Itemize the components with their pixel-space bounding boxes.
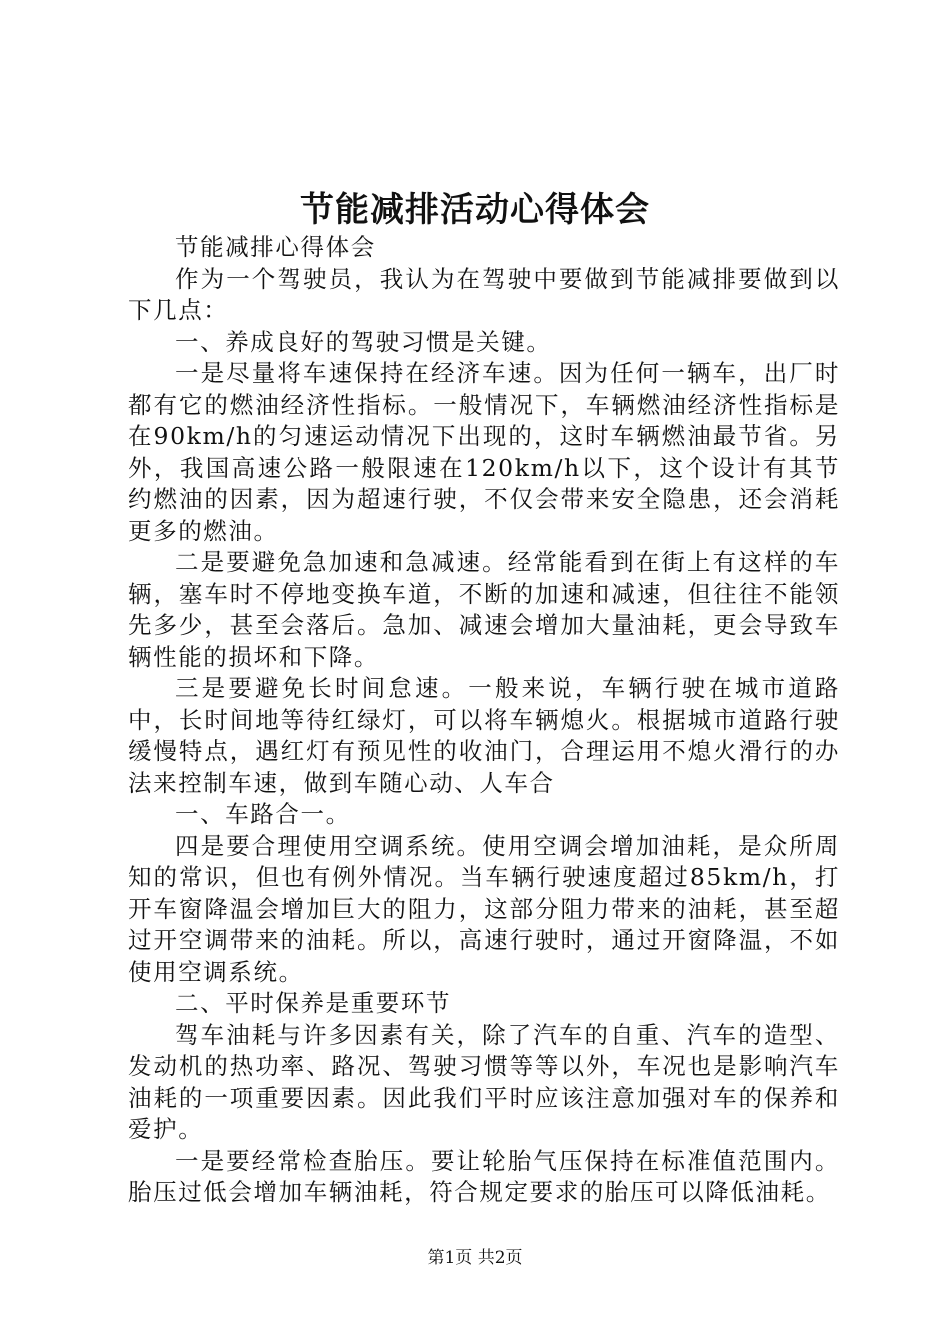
paragraph: 二是要避免急加速和急减速。经常能看到在街上有这样的车辆，塞车时不停地变换车道，不断的加速和减速，但往往不能领先多少，甚至会落后。急加、减速会增加大量油耗，更会导致车辆性能的损坏和下降。 [128, 548, 840, 671]
paragraph: 四是要合理使用空调系统。使用空调会增加油耗，是众所周知的常识，但也有例外情况。当车辆行驶速度超过85km/h，打开车窗降温会增加巨大的阻力，这部分阻力带来的油耗，甚至超过开空调带来的油耗。所以，高速行驶时，通过开窗降温，不如使用空调系统。 [128, 831, 840, 986]
paragraph: 节能减排心得体会 [175, 233, 376, 261]
page-footer: 第1页 共2页 [427, 1248, 523, 1268]
section-heading: 一、养成良好的驾驶习惯是关键。 [175, 327, 552, 356]
paragraph: 一是尽量将车速保持在经济车速。因为任何一辆车，出厂时都有它的燃油经济性指标。一般情况下，车辆燃油经济性指标是在90km/h的匀速运动情况下出现的，这时车辆燃油最节省。另外，我国高速公路一般限速在120km/h以下，这个设计有其节约燃油的因素，因为超速行驶，不仅会带来安全隐患，还会消耗更多的燃油。 [128, 359, 840, 545]
section-heading: 二、平时保养是重要环节 [175, 989, 452, 1017]
document-body [128, 232, 840, 1209]
paragraph: 三是要避免长时间怠速。一般来说，车辆行驶在城市道路中，长时间地等待红绿灯，可以将车辆熄火。根据城市道路行驶缓慢特点，遇红灯有预见性的收油门，合理运用不熄火滑行的办法来控制车速，做到车随心动、人车合 [128, 674, 840, 797]
paragraph: 作为一个驾驶员，我认为在驾驶中要做到节能减排要做到以下几点： [128, 264, 840, 324]
paragraph: 驾车油耗与许多因素有关，除了汽车的自重、汽车的造型、发动机的热功率、路况、驾驶习惯等等以外，车况也是影响汽车油耗的一项重要因素。因此我们平时应该注意加强对车的保养和爱护。 [128, 1020, 840, 1143]
paragraph: 一、车路合一。 [175, 800, 351, 828]
document-title: 节能减排活动心得体会 [300, 190, 650, 230]
paragraph: 一是要经常检查胎压。要让轮胎气压保持在标准值范围内。胎压过低会增加车辆油耗，符合规定要求的胎压可以降低油耗。 [128, 1146, 840, 1206]
